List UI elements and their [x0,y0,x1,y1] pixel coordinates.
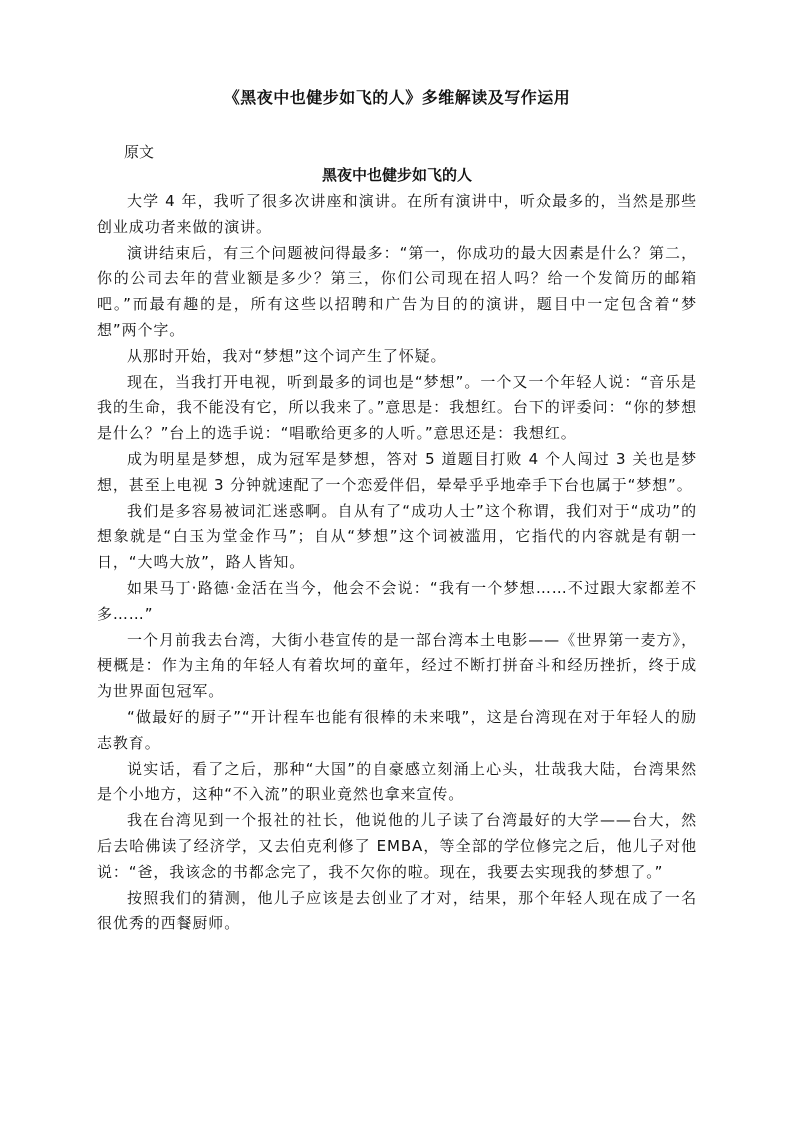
paragraph-1: 大学 4 年，我听了很多次讲座和演讲。在所有演讲中，听众最多的，当然是那些创业成功者来做的演讲。 [97,192,697,236]
section-label: 原文 [124,143,155,161]
paragraph-7: 如果马丁·路德·金活在当今，他会不会说：“我有一个梦想……不过跟大家都差不多……” [97,578,697,623]
article-body [97,189,697,937]
document-title: 《黑夜中也健步如飞的人》多维解读及写作运用 [223,88,571,107]
paragraph-6: 我们是多容易被词汇迷惑啊。自从有了“成功人士”这个称谓，我们对于“成功”的想象就是“白玉为堂金作马”；自从“梦想”这个词被滥用，它指代的内容就是有朝一日，“大鸣大放”，路人皆知。 [97,501,697,572]
paragraph-11: 我在台湾见到一个报社的社长，他说他的儿子读了台湾最好的大学——台大，然后去哈佛读了经济学，又去伯克利修了 EMBA，等全部的学位修完之后，他儿子对他说：“爸，我该念的书都念完了，我不欠你的啦。现在，我要去实现我的梦想了。” [97,811,697,881]
paragraph-5: 成为明星是梦想，成为冠军是梦想，答对 5 道题目打败 4 个人闯过 3 关也是梦想，甚至上电视 3 分钟就速配了一个恋爱伴侣，晕晕乎乎地牵手下台也属于“梦想”。 [97,449,697,494]
paragraph-8: 一个月前我去台湾，大街小巷宣传的是一部台湾本土电影——《世界第一麦方》，梗概是：作为主角的年轻人有着坎坷的童年，经过不断打拼奋斗和经历挫折，终于成为世界面包冠军。 [97,630,697,701]
paragraph-4: 现在，当我打开电视，听到最多的词也是“梦想”。一个又一个年轻人说：“音乐是我的生命，我不能没有它，所以我来了。”意思是：我想红。台下的评委问：“你的梦想是什么？”台上的选手说：“唱歌给更多的人听。”意思还是：我想红。 [97,372,697,443]
paragraph-3: 从那时开始，我对“梦想”这个词产生了怀疑。 [127,346,447,365]
paragraph-10: 说实话，看了之后，那种“大国”的自豪感立刻涌上心头，壮哉我大陆，台湾果然是个小地方，这种“不入流”的职业竟然也拿来宣传。 [97,759,697,804]
paragraph-12: 按照我们的猜测，他儿子应该是去创业了才对，结果，那个年轻人现在成了一名很优秀的西餐厨师。 [97,888,697,933]
paragraph-2: 演讲结束后，有三个问题被问得最多：“第一，你成功的最大因素是什么？第二，你的公司去年的营业额是多少？第三，你们公司现在招人吗？给一个发简历的邮箱吧。”而最有趣的是，所有这些以招聘和广告为目的的演讲，题目中一定包含着“梦想”两个字。 [97,243,697,339]
paragraph-9: “做最好的厨子”“开计程车也能有很棒的未来哦”，这是台湾现在对于年轻人的励志教育。 [97,707,697,752]
article-title: 黑夜中也健步如飞的人 [321,166,472,184]
